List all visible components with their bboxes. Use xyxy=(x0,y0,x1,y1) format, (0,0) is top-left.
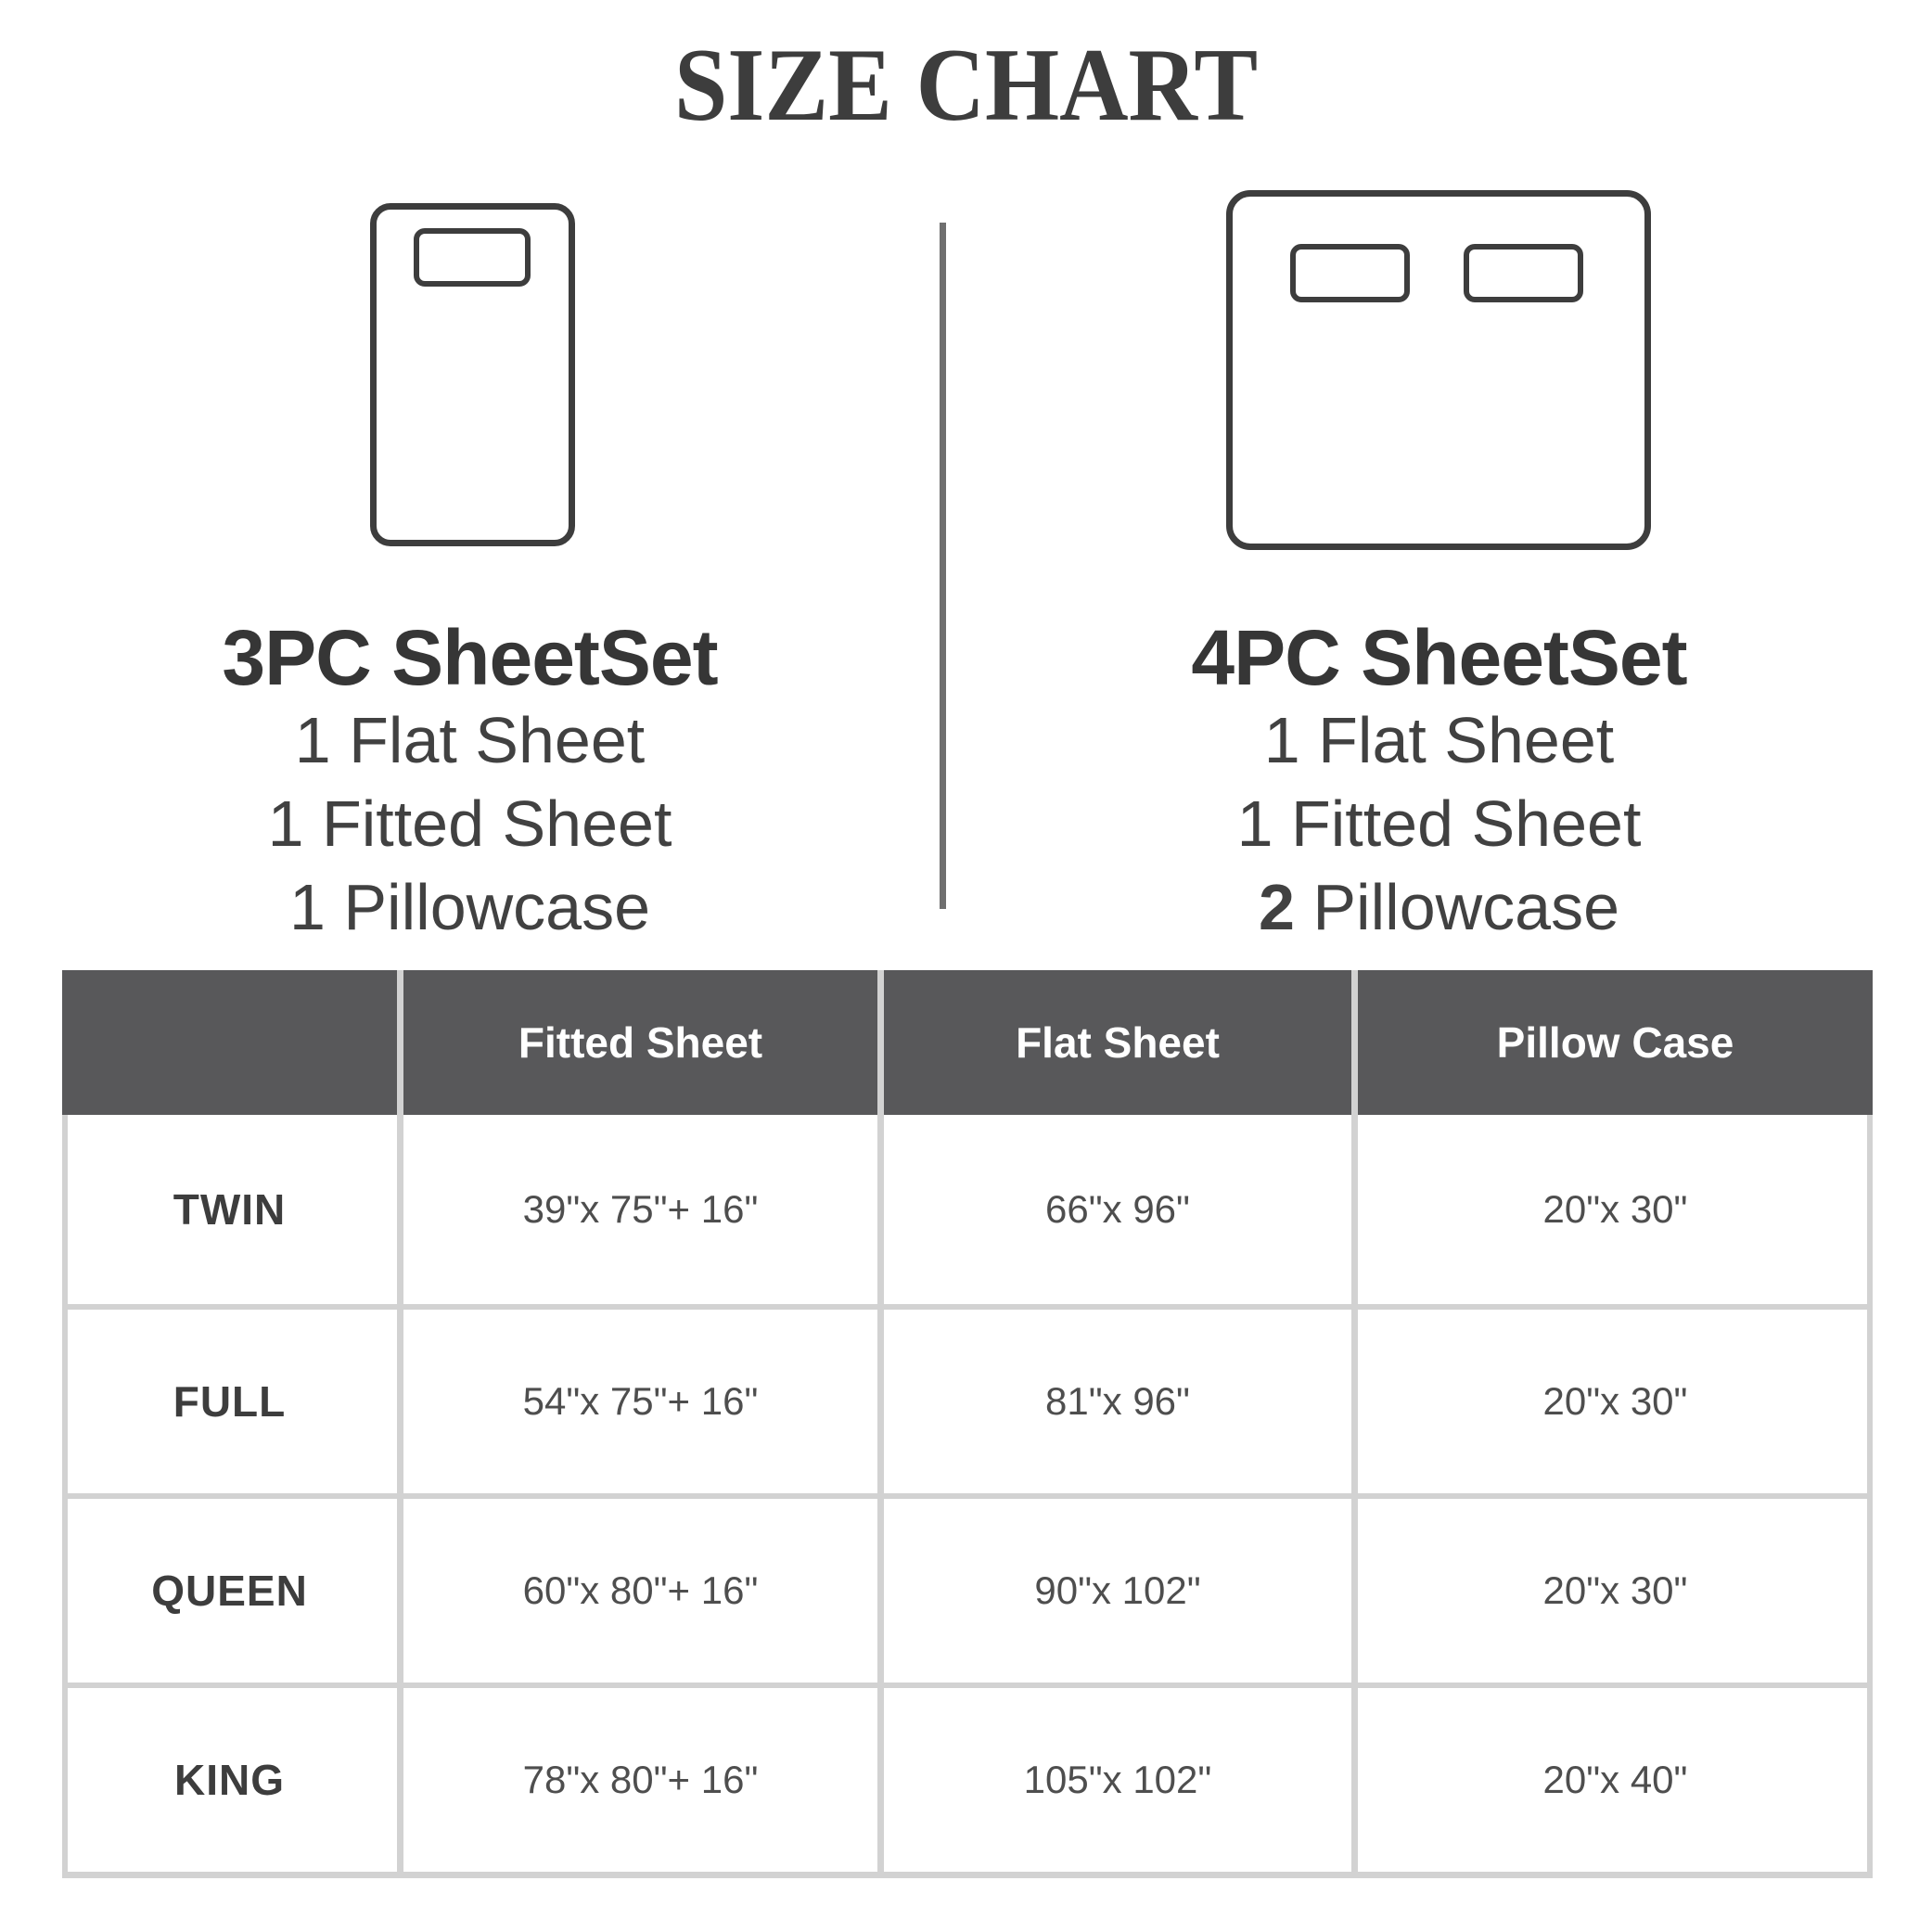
item-label: Pillowcase xyxy=(1312,871,1620,943)
pillow-case-cell: 20"x 30" xyxy=(1351,1499,1873,1683)
header-pillow-case: Pillow Case xyxy=(1351,970,1873,1115)
section-divider xyxy=(940,223,946,909)
size-label-cell: QUEEN xyxy=(151,1567,308,1615)
item-label: Flat Sheet xyxy=(349,704,646,776)
header-flat-sheet: Flat Sheet xyxy=(877,970,1351,1115)
item-label: Fitted Sheet xyxy=(1290,787,1642,860)
pillow-case-cell: 20"x 30" xyxy=(1351,1310,1873,1493)
item-label: Flat Sheet xyxy=(1318,704,1615,776)
item-qty: 1 xyxy=(1236,787,1273,860)
set-4pc-title: 4PC SheetSet xyxy=(1191,614,1687,701)
fitted-sheet-cell: 78"x 80"+ 16" xyxy=(397,1688,877,1872)
set-item-fitted-sheet xyxy=(946,782,1932,865)
pillow-icon xyxy=(1464,244,1583,302)
twin-mattress-icon xyxy=(370,203,575,546)
set-3pc-title: 3PC SheetSet xyxy=(222,614,718,701)
header-fitted-sheet: Fitted Sheet xyxy=(397,970,877,1115)
table-row-king xyxy=(62,1683,1873,1872)
flat-sheet-cell: 90"x 102" xyxy=(877,1499,1351,1683)
size-label-cell: TWIN xyxy=(173,1185,287,1234)
set-item-pillowcase xyxy=(946,865,1932,949)
size-table xyxy=(62,970,1873,1872)
pillow-icon xyxy=(1290,244,1410,302)
set-3pc-caption xyxy=(0,614,940,949)
table-header-row xyxy=(62,970,1873,1115)
set-item-flat-sheet xyxy=(0,698,940,782)
set-item-pillowcase xyxy=(0,865,940,949)
item-label: Pillowcase xyxy=(343,871,651,943)
fitted-sheet-cell: 60"x 80"+ 16" xyxy=(397,1499,877,1683)
set-item-flat-sheet xyxy=(946,698,1932,782)
double-mattress-icon xyxy=(1226,190,1651,550)
table-border-bottom xyxy=(62,1872,1873,1878)
item-qty: 1 xyxy=(294,704,331,776)
item-qty: 1 xyxy=(1263,704,1300,776)
fitted-sheet-cell: 39"x 75"+ 16" xyxy=(397,1115,877,1304)
page-title: SIZE CHART xyxy=(673,28,1259,143)
set-item-fitted-sheet xyxy=(0,782,940,865)
table-row-full xyxy=(62,1304,1873,1493)
set-4pc-caption xyxy=(946,614,1932,949)
pillow-case-cell: 20"x 30" xyxy=(1351,1115,1873,1304)
pillow-icon xyxy=(414,228,531,287)
flat-sheet-cell: 105"x 102" xyxy=(877,1688,1351,1872)
item-qty: 1 xyxy=(267,787,304,860)
size-label-cell: FULL xyxy=(173,1377,287,1426)
item-qty: 1 xyxy=(288,871,326,943)
size-label-cell: KING xyxy=(174,1756,285,1804)
item-label: Fitted Sheet xyxy=(321,787,672,860)
table-border-left xyxy=(62,1115,68,1878)
fitted-sheet-cell: 54"x 75"+ 16" xyxy=(397,1310,877,1493)
table-border-right xyxy=(1867,1115,1873,1878)
pillow-case-cell: 20"x 40" xyxy=(1351,1688,1873,1872)
table-row-queen xyxy=(62,1493,1873,1683)
flat-sheet-cell: 66"x 96" xyxy=(877,1115,1351,1304)
header-empty-cell xyxy=(62,970,397,1115)
table-row-twin xyxy=(62,1115,1873,1304)
item-qty: 2 xyxy=(1258,871,1295,943)
flat-sheet-cell: 81"x 96" xyxy=(877,1310,1351,1493)
